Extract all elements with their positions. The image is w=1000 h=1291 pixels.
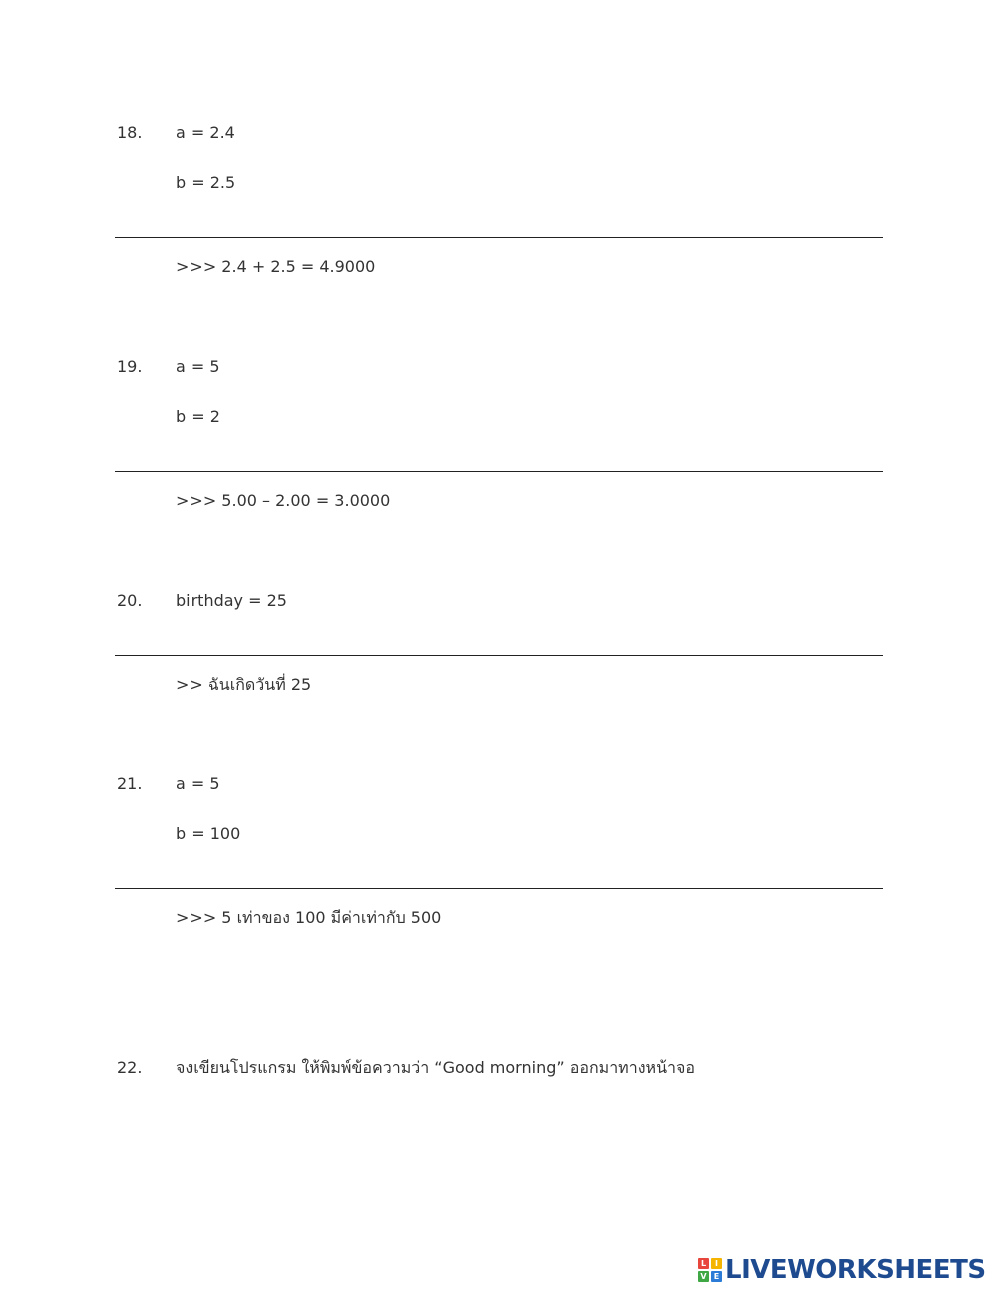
expected-output: >> ฉันเกิดวันที่ 25 [176, 675, 312, 694]
code-line: b = 2 [176, 407, 220, 426]
logo-letter: L [698, 1258, 709, 1269]
brand-name: LIVEWORKSHEETS [725, 1255, 986, 1285]
answer-line[interactable] [115, 888, 883, 889]
question-number: 18. [117, 123, 143, 142]
code-line: a = 5 [176, 357, 220, 376]
answer-line[interactable] [115, 237, 883, 238]
answer-line[interactable] [115, 471, 883, 472]
code-line: b = 100 [176, 824, 241, 843]
liveworksheets-logo [698, 1254, 986, 1286]
live-grid-icon [698, 1258, 722, 1282]
code-line: b = 2.5 [176, 173, 236, 192]
logo-letter: E [711, 1271, 722, 1282]
expected-output: >>> 5 เท่าของ 100 มีค่าเท่ากับ 500 [176, 908, 442, 927]
logo-letter: V [698, 1271, 709, 1282]
question-number: 19. [117, 357, 143, 376]
code-line: birthday = 25 [176, 591, 287, 610]
question-prompt: จงเขียนโปรแกรม ให้พิมพ์ข้อความว่า “Good morning” ออกมาทางหน้าจอ [176, 1058, 695, 1077]
question-number: 21. [117, 774, 143, 793]
answer-line[interactable] [115, 655, 883, 656]
code-line: a = 5 [176, 774, 220, 793]
logo-letter: I [711, 1258, 722, 1269]
expected-output: >>> 5.00 – 2.00 = 3.0000 [176, 491, 391, 510]
code-line: a = 2.4 [176, 123, 235, 142]
expected-output: >>> 2.4 + 2.5 = 4.9000 [176, 257, 376, 276]
question-number: 22. [117, 1058, 143, 1077]
question-number: 20. [117, 591, 143, 610]
